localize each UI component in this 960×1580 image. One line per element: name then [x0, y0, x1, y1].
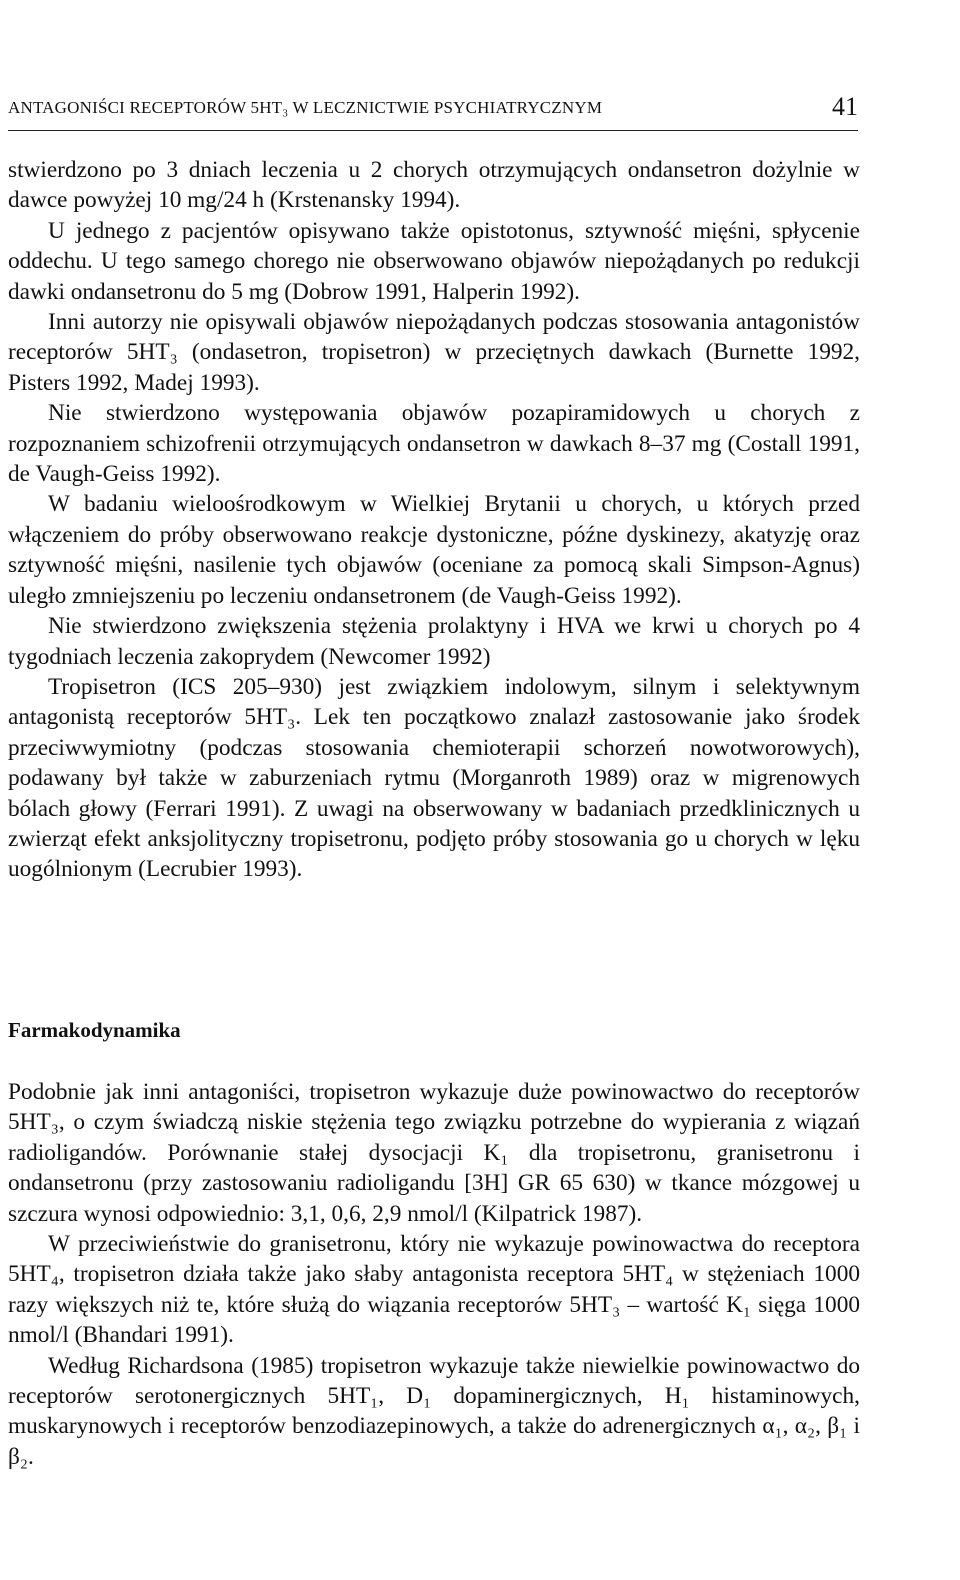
section-heading: Farmakodynamika	[8, 1018, 181, 1042]
running-header	[8, 90, 858, 131]
body-text-top	[8, 155, 860, 885]
paragraph: W badaniu wieloośrodkowym w Wielkiej Brytanii u chorych, u których przed włączeniem do próby obserwowano reakcje dystoniczne, późne dyskinezy, akatyzję oraz sztywność mięśni, nasilenie tych objawów (oceniane za pomocą skali Simpson-Agnus) uległo zmniejszeniu po leczeniu ondansetronem (de Vaugh-Geiss 1992).	[8, 491, 860, 609]
paragraph: U jednego z pacjentów opisywano także opistotonus, sztywność mięśni, spłycenie oddechu. U tego samego chorego nie obserwowano objawów niepożądanych po redukcji dawki ondansetronu do 5 mg (Dobrow 1991, Halperin 1992).	[8, 217, 860, 305]
page-number: 41	[832, 92, 858, 121]
paragraph: Nie stwierdzono zwiększenia stężenia prolaktyny i HVA we krwi u chorych po 4 tygodniach leczenia zakoprydem (Newcomer 1992)	[8, 613, 860, 670]
paragraph: Według Richardsona (1985) tropisetron wykazuje także niewielkie powinowactwo do receptorów serotonergicznych 5HT₁, D₁ dopaminergicznych, H₁ histaminowych, muskarynowych i receptorów benzodiazepinowych, a także do adrenergicznych α₁, α₂, β₁ i β₂.	[8, 1352, 860, 1470]
paragraph: Nie stwierdzono występowania objawów pozapiramidowych u chorych z rozpoznaniem schizofrenii otrzymujących ondansetron w dawkach 8–37 mg (Costall 1991, de Vaugh-Geiss 1992).	[8, 400, 860, 488]
running-title: ANTAGONIŚCI RECEPTORÓW 5HT₃ W LECZNICTWIE PSYCHIATRYCZNYM	[8, 98, 603, 117]
paragraph: Podobnie jak inni antagoniści, tropisetron wykazuje duże powinowactwo do receptorów 5HT₃, o czym świadczą niskie stężenia tego związku potrzebne do wypierania z wiązań radioligandów. Porównanie stałej dysocjacji K₁ dla tropisetronu, granisetronu i ondansetronu (przy zastosowaniu radioligandu [3H] GR 65 630) w tkance mózgowej u szczura wynosi odpowiednio: 3,1, 0,6, 2,9 nmol/l (Kilpatrick 1987).	[8, 1079, 860, 1227]
paragraph: W przeciwieństwie do granisetronu, który nie wykazuje powinowactwa do receptora 5HT₄, tropisetron działa także jako słaby antagonista receptora 5HT₄ w stężeniach 1000 razy większych niż te, które służą do wiązania receptorów 5HT₃ – wartość K₁ sięga 1000 nmol/l (Bhandari 1991).	[8, 1231, 860, 1349]
paragraph: Tropisetron (ICS 205–930) jest związkiem indolowym, silnym i selektywnym antagonistą receptorów 5HT₃. Lek ten początkowo znalazł zastosowanie jako środek przeciwwymiotny (podczas stosowania chemioterapii schorzeń nowotworowych), podawany był także w zaburzeniach rytmu (Morganroth 1989) oraz w migrenowych bólach głowy (Ferrari 1991). Z uwagi na obserwowany w badaniach przedklinicznych u zwierząt efekt anksjolityczny tropisetronu, podjęto próby stosowania go u chorych w lęku uogólnionym (Lecrubier 1993).	[8, 673, 860, 883]
paragraph: Inni autorzy nie opisywali objawów niepożądanych podczas stosowania antagonistów receptorów 5HT₃ (ondasetron, tropisetron) w przeciętnych dawkach (Burnette 1992, Pisters 1992, Madej 1993).	[8, 309, 860, 396]
paragraph: stwierdzono po 3 dniach leczenia u 2 chorych otrzymujących ondansetron dożylnie w dawce powyżej 10 mg/24 h (Krstenansky 1994).	[8, 157, 860, 214]
body-text-bottom	[8, 1077, 860, 1472]
